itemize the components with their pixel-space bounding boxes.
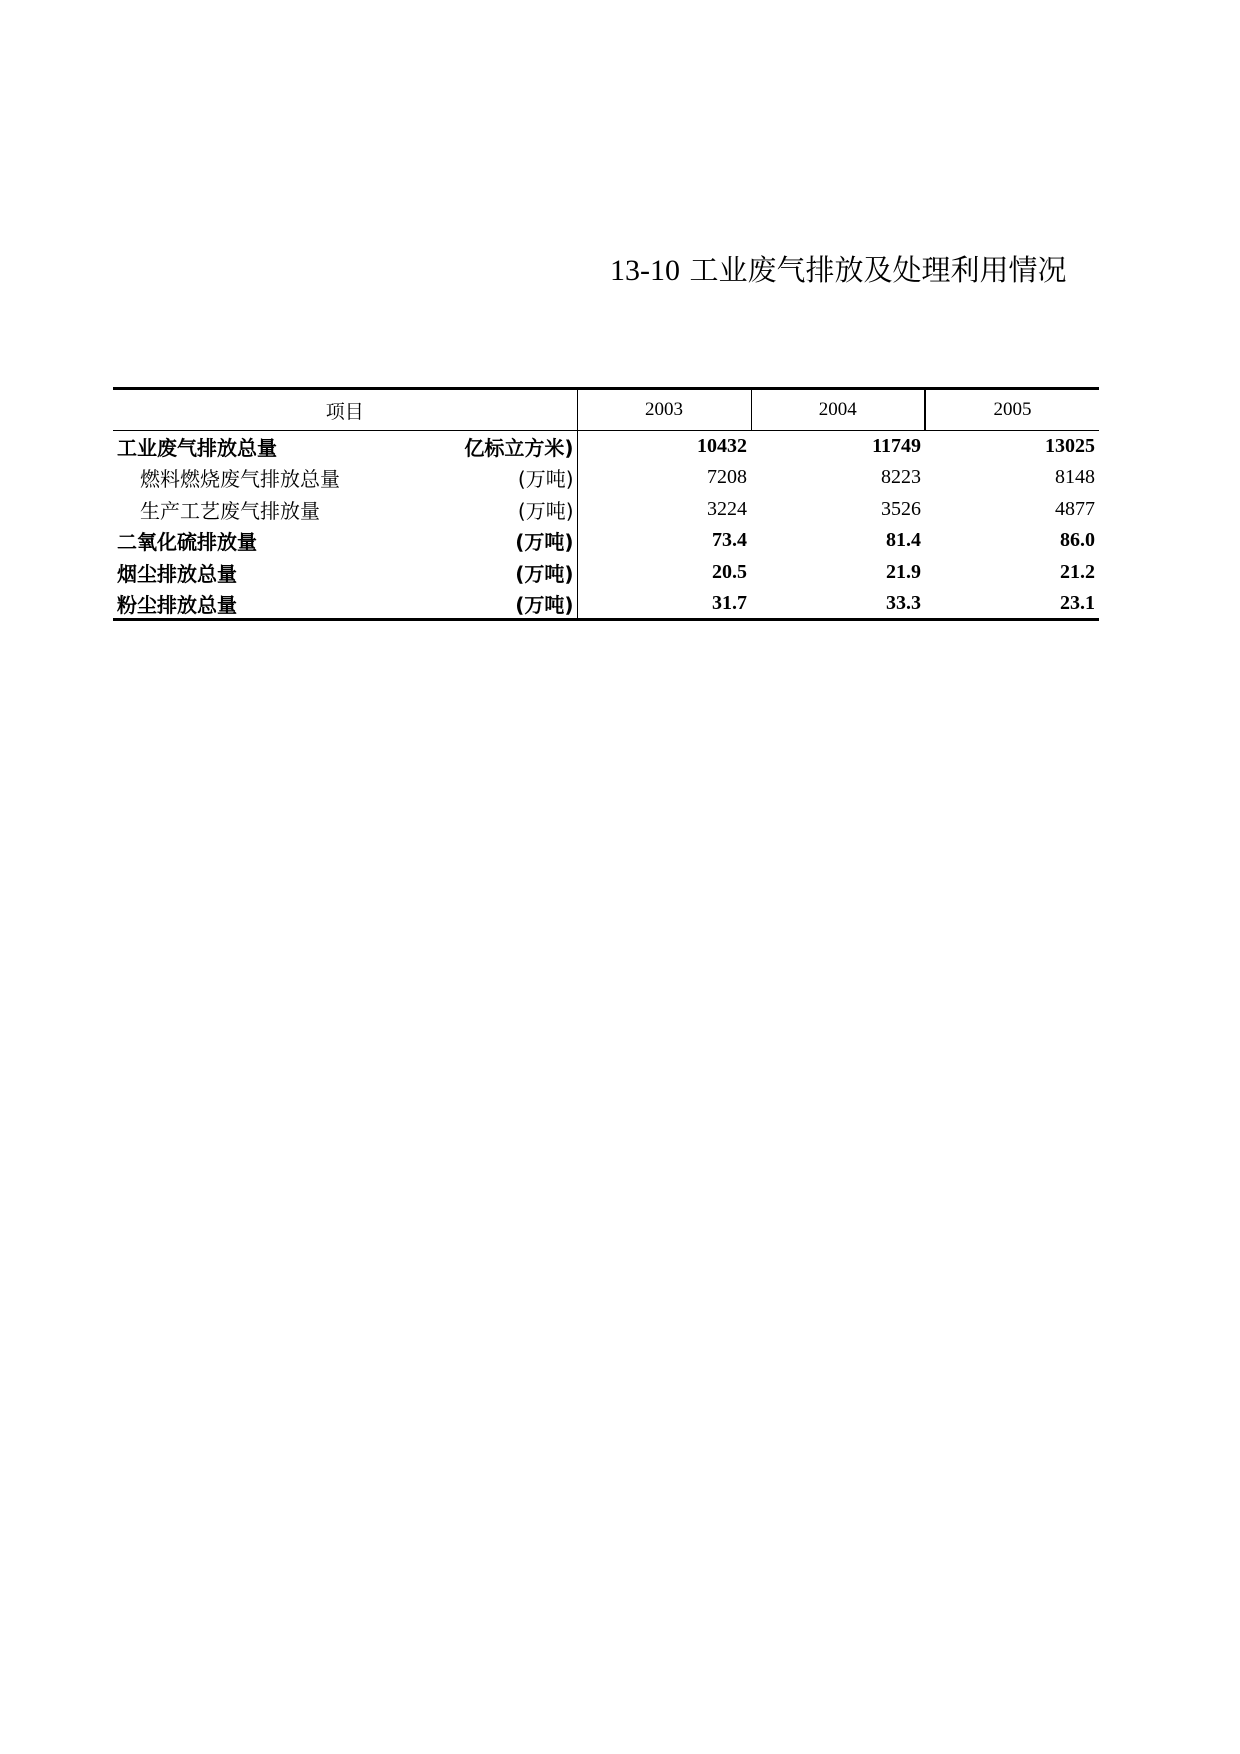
row-value-2004: 3526: [881, 497, 921, 520]
header-year-2005: 2005: [993, 399, 1032, 420]
row-item-content: [113, 589, 577, 618]
row-value-2005: 4877: [1055, 497, 1095, 520]
row-value-2005: 21.2: [1060, 560, 1095, 583]
row-value-2004: 21.9: [886, 560, 921, 583]
header-year-2004: 2004: [751, 389, 925, 431]
row-value-2004: 11749: [872, 435, 921, 457]
row-label: 粉尘排放总量: [117, 592, 237, 617]
emissions-table: [113, 387, 1099, 621]
row-label: 燃料燃烧废气排放总量: [140, 467, 340, 492]
row-value-2004: 33.3: [886, 591, 921, 614]
header-year-2003: 2003: [577, 389, 751, 431]
table-row: [113, 588, 1099, 620]
header-item: 项目: [113, 389, 577, 431]
row-unit: (万吨): [517, 467, 574, 492]
header-row: [113, 389, 1099, 431]
row-item-content: [113, 558, 577, 587]
page-title: [610, 250, 1067, 291]
row-item-content: [113, 526, 577, 555]
row-item-cell: [113, 494, 577, 526]
row-unit: (万吨): [515, 530, 574, 555]
row-item-content: [113, 432, 577, 461]
row-label: 二氧化硫排放量: [117, 530, 257, 555]
row-item-content: [113, 495, 577, 524]
row-value-2004: 81.4: [886, 529, 921, 552]
table-title-text: 工业废气排放及处理利用情况: [689, 253, 1067, 287]
row-value-2003: 73.4: [712, 529, 747, 552]
row-label: 工业废气排放总量: [117, 436, 277, 460]
row-item-cell: [113, 557, 577, 589]
table-number: 13-10: [610, 254, 680, 287]
row-item-cell: [113, 588, 577, 620]
row-value-2005: 86.0: [1060, 529, 1095, 552]
table-body: [113, 431, 1099, 620]
row-value-2003: 31.7: [712, 591, 747, 614]
row-value-2004: 8223: [881, 466, 921, 489]
table-row: [113, 525, 1099, 557]
row-item-cell: [113, 431, 577, 463]
table-row: [113, 462, 1099, 494]
table-row: [113, 431, 1099, 463]
row-label: 生产工艺废气排放量: [140, 498, 320, 523]
row-value-2003: 7208: [707, 466, 747, 489]
row-value-2003: 20.5: [712, 560, 747, 583]
row-item-cell: [113, 462, 577, 494]
row-value-2005: 8148: [1055, 466, 1095, 489]
row-unit: (万吨): [517, 498, 574, 523]
row-value-2003: 3224: [707, 497, 747, 520]
row-item-content: [113, 463, 577, 492]
row-unit: (万吨): [515, 561, 574, 586]
table-row: [113, 557, 1099, 589]
row-unit: (万吨): [515, 592, 574, 617]
row-value-2005: 13025: [1045, 435, 1095, 457]
row-value-2003: 10432: [697, 435, 747, 457]
row-label: 烟尘排放总量: [117, 561, 237, 586]
table-row: [113, 494, 1099, 526]
row-unit: 亿标立方米): [464, 436, 574, 460]
row-item-cell: [113, 525, 577, 557]
row-value-2005: 23.1: [1060, 591, 1095, 614]
